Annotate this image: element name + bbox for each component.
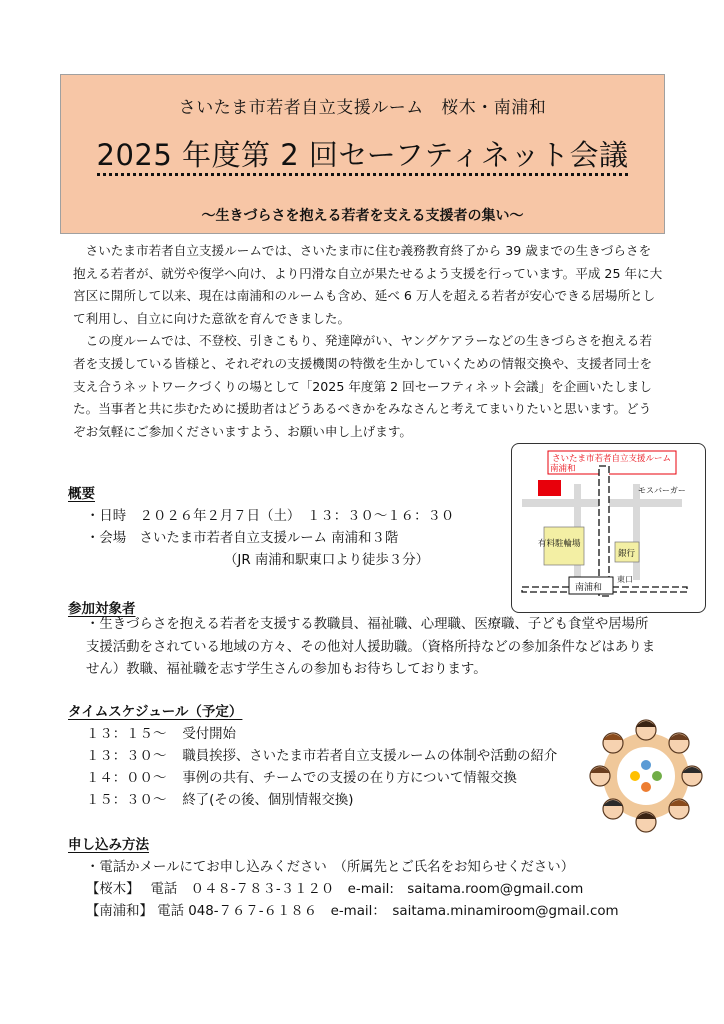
room-sublabel: 南浦和 — [550, 464, 576, 474]
room-label: さいたま市若者自立支援ルーム — [552, 454, 672, 464]
station-label: 南浦和 — [575, 583, 603, 593]
person-icon — [669, 733, 689, 753]
event-title — [61, 133, 664, 174]
east-exit-label: 東口 — [617, 575, 633, 584]
introduction — [73, 240, 663, 443]
schedule-time: １３：３０～ — [86, 749, 167, 764]
schedule-desc: 職員挨拶、さいたま市若者自立支援ルームの体制や活動の紹介 — [182, 749, 558, 764]
schedule-item — [86, 789, 353, 808]
shirt-dot — [652, 771, 662, 781]
event-title-text: 2025 年度第 2 回セーフティネット会議 — [97, 138, 629, 176]
event-venue: ・会場 さいたま市若者自立支援ルーム 南浦和３階 — [86, 531, 399, 546]
road-vertical-east — [633, 484, 640, 580]
shirt-dot — [641, 760, 651, 770]
title-banner — [60, 74, 665, 234]
schedule-heading: タイムスケジュール（予定） — [68, 704, 243, 720]
person-icon — [636, 720, 656, 740]
schedule-desc: 終了(その後、個別情報交換) — [182, 793, 354, 808]
shirt-dot — [641, 782, 651, 792]
schedule-desc: 事例の共有、チームでの支援の在り方について情報交換 — [182, 771, 517, 786]
overview-heading: 概要 — [68, 486, 95, 502]
schedule-item — [86, 723, 236, 742]
access-map — [511, 443, 706, 613]
person-icon — [603, 733, 623, 753]
schedule-time: １３：１５～ — [86, 727, 167, 742]
application-heading: 申し込み方法 — [68, 837, 149, 853]
map-drawing — [512, 444, 707, 614]
intro-paragraph-1: さいたま市若者自立支援ルームでは、さいたま市に住む義務教育終了から 39 歳までの生きづらさを抱える若者が、就労や復学へ向け、より円滑な自立が果たせるよう支援を行っています。平成 25 年に大宮区に開所して以来、現在は南浦和のルームも含め、延べ 6 万人を超える若者が安心できる居場所として利用し、自立に向けた意欲を育んできました。 — [73, 243, 663, 326]
person-icon — [603, 799, 623, 819]
bank-label: 銀行 — [618, 549, 636, 559]
schedule-item — [86, 767, 517, 786]
person-icon — [669, 799, 689, 819]
person-icon — [636, 812, 656, 832]
event-subtitle: ～生きづらさを抱える若者を支える支援者の集い～ — [201, 208, 524, 224]
parking-label: 有料駐輪場 — [538, 539, 581, 549]
target-description: ・生きづらさを抱える若者を支援する教職員、福祉職、心理職、医療職、子ども食堂や居場所支援活動をされている地域の方々、その他対人援助職。（資格所持などの参加条件などはありません）教職、福祉職を志す学生さんの参加もお待ちしております。 — [86, 617, 656, 677]
person-icon — [590, 766, 610, 786]
contact-sakuragi: 【桜木】 電話 ０４８-７８３-３１２０ e-mail: saitama.room@gmail.com — [86, 882, 584, 897]
intro-paragraph-2: この度ルームでは、不登校、引きこもり、発達障がい、ヤングケアラーなどの生きづらさを抱える若者を支援している皆様と、それぞれの支援機関の特徴を生かしていくための情報交換や、支援者同士を支え合うネットワークづくりの場として「2025 年度第 2 回セーフティネット会議」を企画いたしました。当事者と共に歩むために援助者はどうあるべきかをみなさんと考えてまいりたいと思います。どうぞお気軽にご参加くださいますよう、お願い申し上げます。 — [73, 333, 653, 439]
person-icon — [682, 766, 702, 786]
schedule-desc: 受付開始 — [182, 727, 236, 742]
schedule-item — [86, 745, 557, 764]
schedule-time: １５：３０～ — [86, 793, 167, 808]
event-date: ・日時 ２０２６年２月７日（土） １３：３０～１６：３０ — [86, 509, 455, 524]
people-circle-illustration — [586, 716, 706, 836]
mos-label: モスバーガー — [638, 486, 686, 495]
organization-name: さいたま市若者自立支援ルーム 桜木・南浦和 — [178, 98, 547, 118]
room-building — [538, 480, 561, 496]
application-note: ・電話かメールにてお申し込みください （所属先とご氏名をお知らせください） — [86, 860, 575, 875]
contact-minamiurawa: 【南浦和】 電話 048-７６７-６１８６ e-mail： saitama.minamiroom@gmail.com — [86, 904, 619, 919]
venue-access: （JR 南浦和駅東口より徒歩３分） — [224, 553, 429, 568]
joined-hands-ring — [610, 740, 682, 812]
shirt-dot — [630, 771, 640, 781]
schedule-time: １４：００～ — [86, 771, 167, 786]
target-heading: 参加対象者 — [68, 601, 136, 617]
